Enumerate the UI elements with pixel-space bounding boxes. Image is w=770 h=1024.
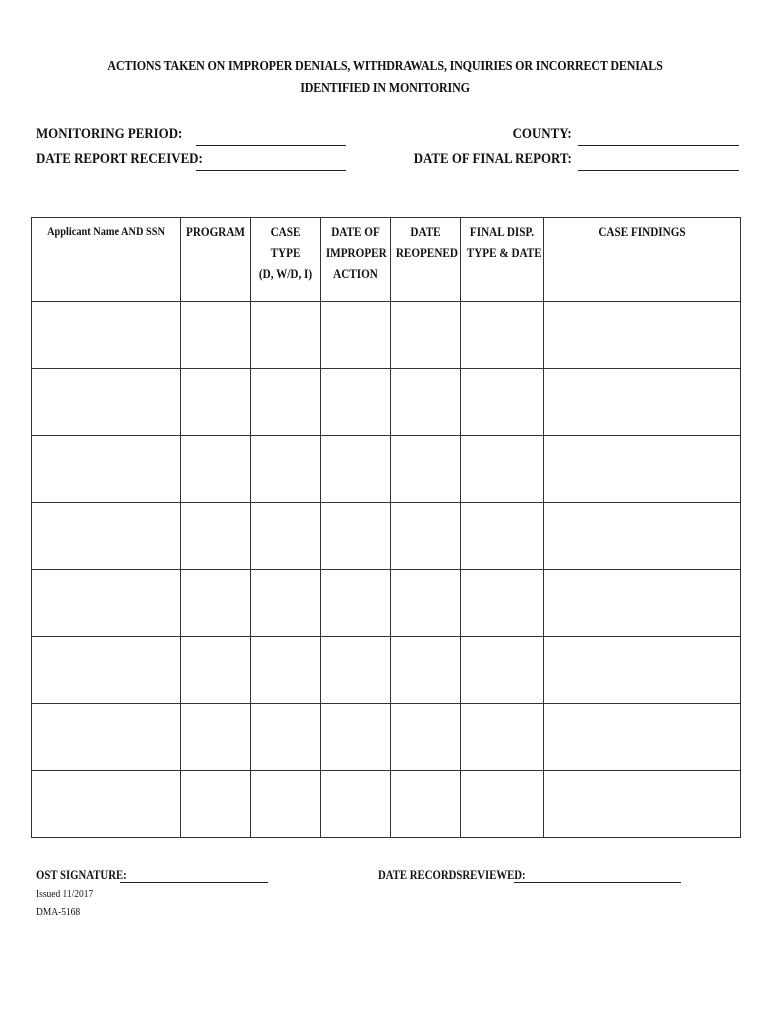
table-cell[interactable] bbox=[181, 704, 251, 771]
date-records-reviewed-field[interactable] bbox=[514, 882, 681, 883]
table-cell[interactable] bbox=[251, 503, 321, 570]
col-header-case-findings bbox=[544, 218, 741, 302]
col-header-case-type-line-1: CASE bbox=[270, 224, 301, 239]
table-cell[interactable] bbox=[391, 637, 461, 704]
table-cell[interactable] bbox=[32, 771, 181, 838]
col-header-case-type-line-2: TYPE bbox=[270, 245, 301, 260]
table-cell[interactable] bbox=[461, 369, 544, 436]
table-cell[interactable] bbox=[32, 637, 181, 704]
table-cell[interactable] bbox=[321, 369, 391, 436]
date-records-reviewed-label: DATE RECORDSREVIEWED: bbox=[378, 868, 526, 882]
col-header-final-disp-line-2: TYPE & DATE bbox=[466, 245, 542, 260]
col-header-date-reopened-line-2: REOPENED bbox=[395, 245, 458, 260]
form-title-line-1: ACTIONS TAKEN ON IMPROPER DENIALS, WITHDRAWALS, INQUIRIES OR INCORRECT DENIALS bbox=[107, 59, 663, 74]
col-header-final-disp-line-1: FINAL DISP. bbox=[469, 224, 535, 239]
col-header-final-disp bbox=[461, 218, 544, 302]
table-row bbox=[32, 503, 741, 570]
table-cell[interactable] bbox=[391, 503, 461, 570]
table-row bbox=[32, 302, 741, 369]
table-cell[interactable] bbox=[461, 436, 544, 503]
date-final-report-field[interactable] bbox=[578, 170, 739, 171]
table-cell[interactable] bbox=[321, 436, 391, 503]
col-header-case-type-line-3: (D, W/D, I) bbox=[258, 266, 313, 281]
date-report-received-field[interactable] bbox=[196, 170, 346, 171]
table-cell[interactable] bbox=[391, 302, 461, 369]
table-cell[interactable] bbox=[544, 570, 741, 637]
col-header-applicant-text: Applicant Name AND SSN bbox=[47, 224, 165, 238]
table-cell[interactable] bbox=[251, 436, 321, 503]
table-cell[interactable] bbox=[32, 503, 181, 570]
table-cell[interactable] bbox=[321, 503, 391, 570]
table-cell[interactable] bbox=[391, 436, 461, 503]
form-number: DMA-5168 bbox=[36, 906, 81, 918]
county-label: COUNTY: bbox=[512, 126, 572, 142]
table-cell[interactable] bbox=[32, 570, 181, 637]
col-header-date-improper-line-1: DATE OF bbox=[331, 224, 380, 239]
table-cell[interactable] bbox=[544, 771, 741, 838]
table-cell[interactable] bbox=[251, 302, 321, 369]
col-header-program-text: PROGRAM bbox=[185, 224, 245, 239]
monitoring-period-label: MONITORING PERIOD: bbox=[36, 126, 183, 142]
table-cell[interactable] bbox=[181, 369, 251, 436]
table-row bbox=[32, 771, 741, 838]
table-cell[interactable] bbox=[181, 637, 251, 704]
table-cell[interactable] bbox=[251, 704, 321, 771]
date-final-report-label: DATE OF FINAL REPORT: bbox=[413, 151, 572, 167]
form-title-line-2: IDENTIFIED IN MONITORING bbox=[300, 81, 470, 96]
table-header-row bbox=[32, 218, 741, 302]
table-cell[interactable] bbox=[251, 369, 321, 436]
table-cell[interactable] bbox=[544, 503, 741, 570]
table-cell[interactable] bbox=[181, 503, 251, 570]
table-cell[interactable] bbox=[32, 369, 181, 436]
table-cell[interactable] bbox=[461, 302, 544, 369]
table-cell[interactable] bbox=[321, 302, 391, 369]
table-cell[interactable] bbox=[251, 637, 321, 704]
col-header-date-reopened-line-1: DATE bbox=[410, 224, 441, 239]
table-cell[interactable] bbox=[461, 570, 544, 637]
table-cell[interactable] bbox=[544, 704, 741, 771]
table-row bbox=[32, 436, 741, 503]
table-cell[interactable] bbox=[544, 637, 741, 704]
table-cell[interactable] bbox=[181, 436, 251, 503]
table-cell[interactable] bbox=[251, 570, 321, 637]
table-cell[interactable] bbox=[391, 704, 461, 771]
table-cell[interactable] bbox=[391, 570, 461, 637]
table-cell[interactable] bbox=[544, 369, 741, 436]
table-cell[interactable] bbox=[391, 771, 461, 838]
table-cell[interactable] bbox=[321, 637, 391, 704]
col-header-case-findings-text: CASE FINDINGS bbox=[598, 224, 686, 239]
ost-signature-label: OST SIGNATURE: bbox=[36, 868, 127, 882]
col-header-program bbox=[181, 218, 251, 302]
col-header-date-reopened bbox=[391, 218, 461, 302]
col-header-date-improper-line-3: ACTION bbox=[333, 266, 378, 281]
table-row bbox=[32, 369, 741, 436]
table-cell[interactable] bbox=[461, 503, 544, 570]
table-cell[interactable] bbox=[321, 704, 391, 771]
issued-date: Issued 11/2017 bbox=[36, 888, 94, 900]
col-header-applicant bbox=[32, 218, 181, 302]
county-field[interactable] bbox=[578, 145, 739, 146]
actions-table bbox=[31, 217, 741, 838]
ost-signature-field[interactable] bbox=[120, 882, 268, 883]
monitoring-period-field[interactable] bbox=[196, 145, 346, 146]
table-cell[interactable] bbox=[391, 369, 461, 436]
table-cell[interactable] bbox=[181, 771, 251, 838]
table-cell[interactable] bbox=[321, 771, 391, 838]
table-cell[interactable] bbox=[32, 704, 181, 771]
table-cell[interactable] bbox=[181, 570, 251, 637]
table-cell[interactable] bbox=[32, 436, 181, 503]
col-header-date-improper bbox=[321, 218, 391, 302]
table-cell[interactable] bbox=[32, 302, 181, 369]
table-cell[interactable] bbox=[544, 302, 741, 369]
col-header-case-type bbox=[251, 218, 321, 302]
table-cell[interactable] bbox=[251, 771, 321, 838]
form-title bbox=[80, 56, 691, 100]
table-row bbox=[32, 704, 741, 771]
table-cell[interactable] bbox=[544, 436, 741, 503]
table-cell[interactable] bbox=[321, 570, 391, 637]
table-cell[interactable] bbox=[461, 637, 544, 704]
table-cell[interactable] bbox=[181, 302, 251, 369]
table-row bbox=[32, 570, 741, 637]
col-header-date-improper-line-2: IMPROPER bbox=[325, 245, 387, 260]
table-cell[interactable] bbox=[461, 771, 544, 838]
table-cell[interactable] bbox=[461, 704, 544, 771]
date-report-received-label: DATE REPORT RECEIVED: bbox=[36, 151, 203, 167]
table-row bbox=[32, 637, 741, 704]
